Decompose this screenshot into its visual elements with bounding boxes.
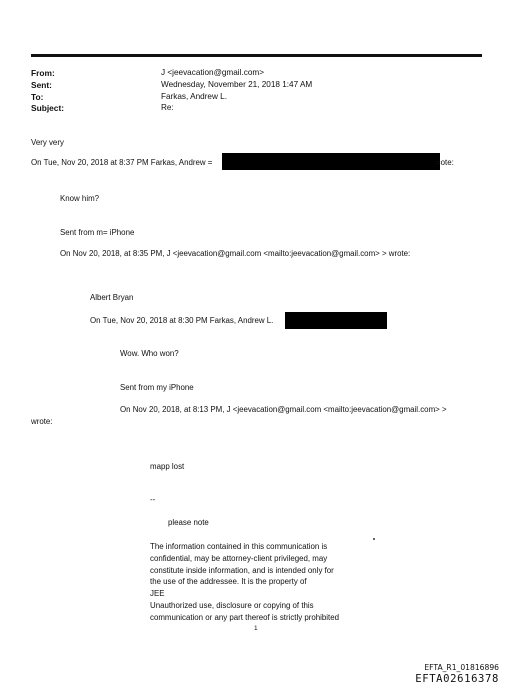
sent-from-line: Sent from my iPhone	[120, 383, 194, 392]
to-value: Farkas, Andrew L.	[161, 92, 227, 101]
reply-line: Very very	[31, 138, 64, 147]
albert-line: Albert Bryan	[90, 293, 134, 302]
redaction-box	[222, 153, 440, 170]
bates-id-secondary: EFTA02616378	[415, 673, 499, 685]
disclaimer-block	[150, 541, 339, 624]
mapp-line: mapp lost	[150, 462, 185, 471]
disclaimer-line: constitute inside information, and is intended only for	[150, 565, 334, 575]
sent-from-line: Sent from m= iPhone	[60, 228, 135, 237]
disclaimer-line: Unauthorized use, disclosure or copying of this	[150, 600, 314, 610]
signature-dashes: --	[150, 495, 156, 504]
header-rule	[31, 54, 482, 57]
wrote-line: wrote:	[31, 417, 53, 426]
quote4-intro: On Nov 20, 2018, at 8:13 PM, J <jeevacation@gmail.com <mailto:jeevacation@gmail.com> >	[120, 405, 447, 414]
disclaimer-line: the use of the addressee. It is the property of	[150, 577, 307, 587]
disclaimer-line: JEE	[150, 589, 165, 599]
from-label: From:	[31, 68, 55, 78]
redaction-box	[285, 312, 387, 329]
to-label: To:	[31, 92, 44, 102]
disclaimer-line: communication or any part thereof is strictly prohibited	[150, 612, 340, 622]
subject-label: Subject:	[31, 103, 65, 113]
bates-id-primary: EFTA_R1_01816896	[424, 663, 499, 672]
disclaimer-line: confidential, may be attorney-client privileged, may	[150, 553, 328, 563]
disclaimer-line: The information contained in this communication is	[150, 542, 328, 551]
know-him-line: Know him?	[60, 194, 100, 203]
quote2-intro: On Nov 20, 2018, at 8:35 PM, J <jeevacation@gmail.com <mailto:jeevacation@gmail.com> > wrote:	[60, 249, 411, 258]
quote1-tail: =ote:	[436, 158, 454, 167]
quote3-intro: On Tue, Nov 20, 2018 at 8:30 PM Farkas, Andrew L.	[90, 316, 274, 325]
page-number: 1	[254, 625, 258, 632]
sent-value: Wednesday, November 21, 2018 1:47 AM	[161, 80, 313, 89]
sent-label: Sent:	[31, 80, 52, 90]
please-note-line: please note	[168, 518, 209, 527]
stray-mark	[373, 538, 375, 540]
quote1-intro: On Tue, Nov 20, 2018 at 8:37 PM Farkas, Andrew =	[31, 158, 213, 167]
from-value: J <jeevacation@gmail.com>	[161, 68, 264, 77]
subject-value: Re:	[161, 103, 174, 112]
wow-line: Wow. Who won?	[120, 349, 179, 358]
